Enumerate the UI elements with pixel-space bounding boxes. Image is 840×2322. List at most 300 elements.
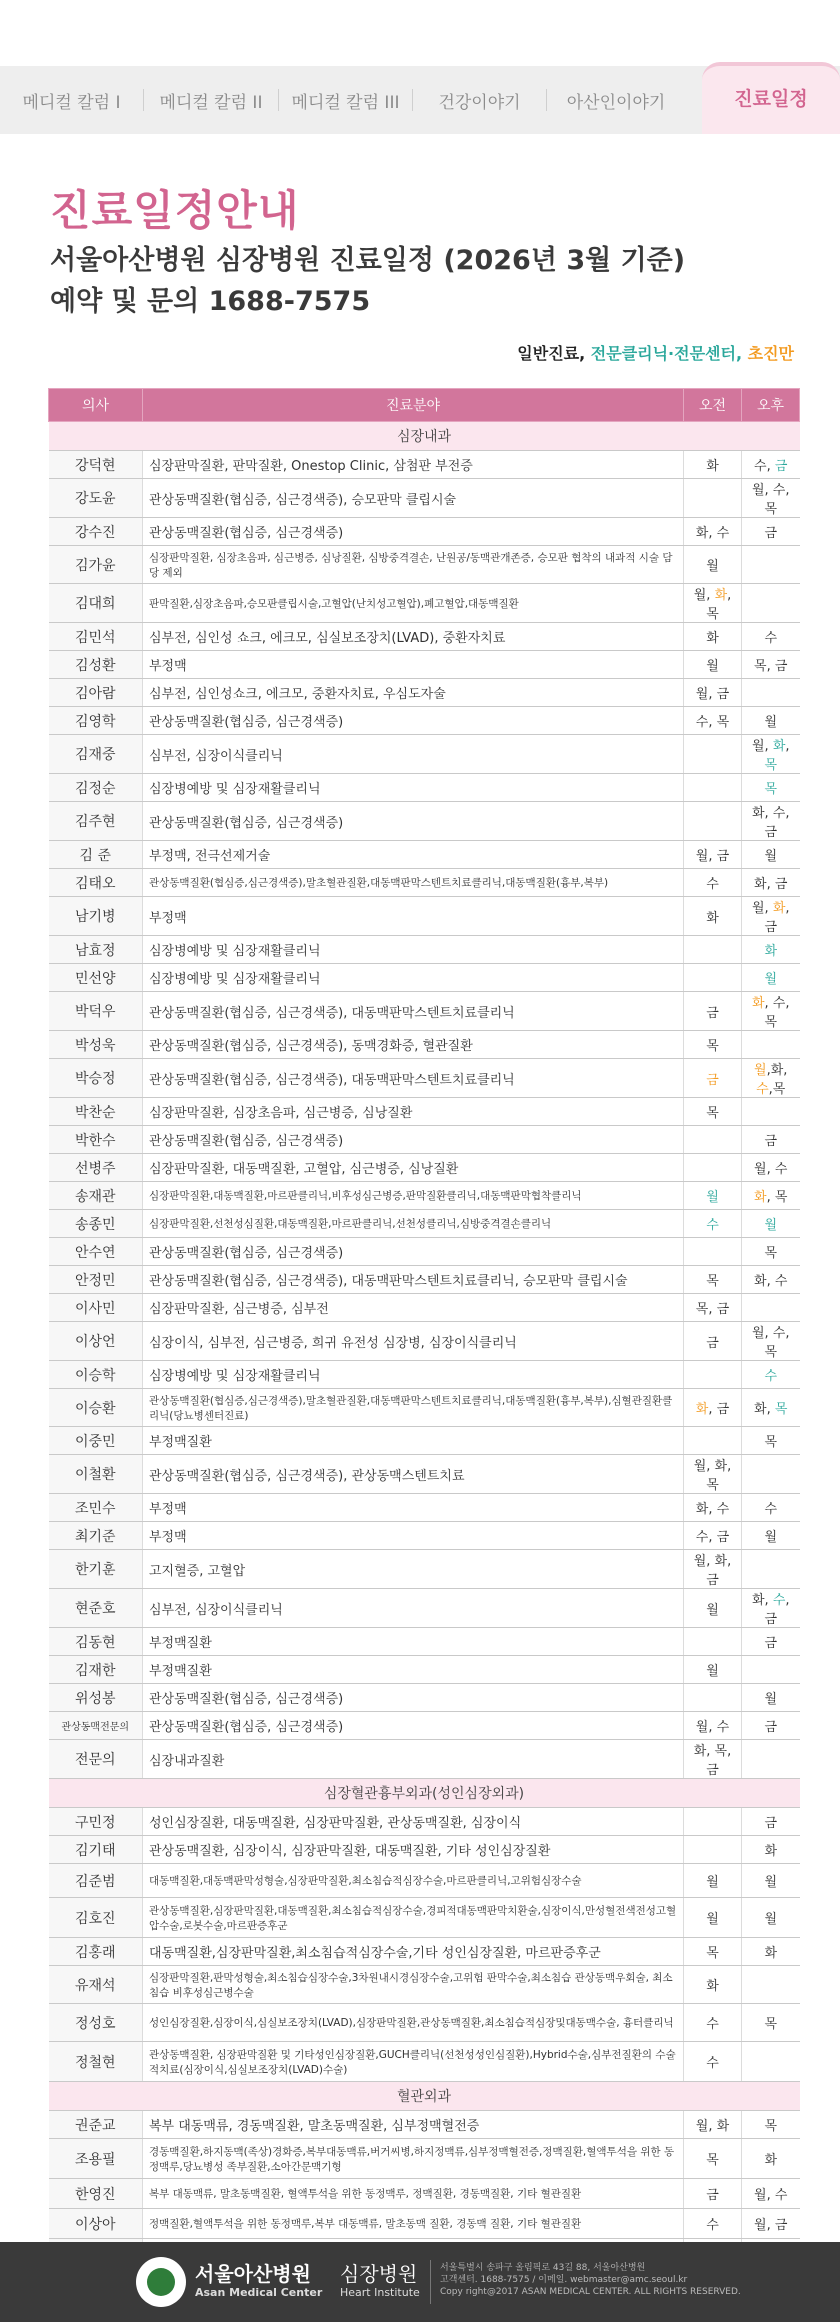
table-row bbox=[49, 735, 800, 774]
table-row bbox=[49, 1126, 800, 1154]
footer bbox=[0, 2242, 840, 2322]
pm-schedule bbox=[742, 1898, 800, 1938]
pm-schedule bbox=[742, 1266, 800, 1294]
medical-field: 심장판막질환,선천성심질환,대동맥질환,마르판클리닉,선천성클리닉,심방중격결손클리닉 bbox=[143, 1210, 684, 1238]
table-row bbox=[49, 1238, 800, 1266]
pm-schedule bbox=[742, 518, 800, 546]
table-row bbox=[49, 802, 800, 841]
specialty-day: 수 bbox=[706, 1218, 719, 1233]
table-row bbox=[49, 479, 800, 518]
am-schedule bbox=[684, 2139, 742, 2179]
am-schedule bbox=[684, 1808, 742, 1836]
table-row bbox=[49, 707, 800, 735]
general-day: 수, 금 bbox=[695, 1530, 730, 1545]
general-day: 금 bbox=[706, 2188, 719, 2203]
doctor-name: 김재중 bbox=[49, 735, 143, 774]
table-row bbox=[49, 1864, 800, 1898]
legend-general: 일반진료, bbox=[517, 344, 586, 363]
table-body bbox=[49, 422, 800, 2267]
general-day: 월 bbox=[706, 1912, 719, 1927]
am-schedule bbox=[684, 651, 742, 679]
pm-schedule bbox=[742, 479, 800, 518]
table-row bbox=[49, 1589, 800, 1628]
am-schedule bbox=[684, 1656, 742, 1684]
doctor-name: 남효정 bbox=[49, 936, 143, 964]
am-schedule bbox=[684, 679, 742, 707]
medical-field: 관상동맥질환(협심증, 심근경색증) bbox=[143, 1238, 684, 1266]
tab-3[interactable]: 메디컬 칼럼 III bbox=[291, 92, 400, 113]
medical-field: 관상동맥질환(협심증, 심근경색증) bbox=[143, 518, 684, 546]
pm-schedule bbox=[742, 936, 800, 964]
medical-field: 심부전, 심장이식클리닉 bbox=[143, 1589, 684, 1628]
medical-field: 심장판막질환, 심장초음파, 심근병증, 심낭질환 bbox=[143, 1098, 684, 1126]
table-row bbox=[49, 546, 800, 584]
general-day: 월, 화, 금 bbox=[693, 1554, 732, 1588]
doctor-name: 김정순 bbox=[49, 774, 143, 802]
am-schedule bbox=[684, 1361, 742, 1389]
medical-field: 부정맥, 전극선제거술 bbox=[143, 841, 684, 869]
doctor-name: 현준호 bbox=[49, 1589, 143, 1628]
pm-schedule bbox=[742, 1098, 800, 1126]
doctor-name: 김주현 bbox=[49, 802, 143, 841]
general-day: 목 bbox=[764, 1246, 778, 1261]
am-schedule bbox=[684, 1684, 742, 1712]
medical-field: 관상동맥질환(협심증, 심근경색증) bbox=[143, 1684, 684, 1712]
am-schedule bbox=[684, 707, 742, 735]
tab-bar bbox=[0, 66, 840, 134]
general-day: 월, bbox=[693, 588, 715, 603]
general-day: 목 bbox=[764, 2017, 778, 2032]
pm-schedule bbox=[742, 841, 800, 869]
general-day: 목 bbox=[764, 2119, 778, 2134]
pm-schedule bbox=[742, 2209, 800, 2239]
medical-field: 관상동맥질환(협심증, 심근경색증), 동맥경화증, 혈관질환 bbox=[143, 1031, 684, 1059]
table-row bbox=[49, 584, 800, 623]
footer-copyright: Copy right@2017 ASAN MEDICAL CENTER. ALL RIGHTS RESERVED. bbox=[440, 2287, 741, 2297]
general-day: 월, 금 bbox=[754, 2218, 788, 2233]
first-visit-day: 화 bbox=[695, 1402, 709, 1417]
doctor-name: 박덕우 bbox=[49, 992, 143, 1031]
doctor-name: 김영학 bbox=[49, 707, 143, 735]
doctor-name: 김재한 bbox=[49, 1656, 143, 1684]
tab-2[interactable]: 메디컬 칼럼 II bbox=[159, 92, 263, 113]
am-schedule bbox=[684, 964, 742, 992]
general-day: 화, 수 bbox=[695, 526, 730, 541]
general-day: 화, 수, 금 bbox=[751, 806, 790, 840]
pm-schedule bbox=[742, 451, 800, 479]
medical-field: 부정맥질환 bbox=[143, 1427, 684, 1455]
table-row bbox=[49, 1684, 800, 1712]
first-visit-day: 화 bbox=[772, 901, 786, 916]
footer-logo-en: Asan Medical Center bbox=[195, 2286, 323, 2299]
am-schedule bbox=[684, 1455, 742, 1494]
table-row bbox=[49, 2179, 800, 2209]
general-day: 화, 목, 금 bbox=[693, 1744, 732, 1778]
doctor-name: 박승정 bbox=[49, 1059, 143, 1098]
am-schedule bbox=[684, 1836, 742, 1864]
pm-schedule bbox=[742, 1522, 800, 1550]
pm-schedule bbox=[742, 1864, 800, 1898]
section-title: 심장내과 bbox=[49, 422, 800, 451]
doctor-name: 김가윤 bbox=[49, 546, 143, 584]
footer-institute-en: Heart Institute bbox=[340, 2286, 420, 2299]
doctor-name: 정성호 bbox=[49, 2004, 143, 2042]
tab-list bbox=[0, 66, 840, 134]
general-day: 월 bbox=[706, 559, 719, 574]
am-schedule bbox=[684, 2179, 742, 2209]
tab-6[interactable]: 진료일정 bbox=[702, 62, 840, 134]
medical-field: 심장병예방 및 심장재활클리닉 bbox=[143, 1361, 684, 1389]
am-schedule bbox=[684, 897, 742, 936]
doctor-name: 박한수 bbox=[49, 1126, 143, 1154]
doctor-name: 구민정 bbox=[49, 1808, 143, 1836]
am-schedule bbox=[684, 841, 742, 869]
pm-schedule bbox=[742, 546, 800, 584]
general-day: 화 bbox=[706, 910, 719, 926]
legend bbox=[517, 341, 794, 364]
doctor-name: 안수연 bbox=[49, 1238, 143, 1266]
medical-field: 심장판막질환, 심근병증, 심부전 bbox=[143, 1294, 684, 1322]
pm-schedule bbox=[742, 1656, 800, 1684]
subtitle-contact: 예약 및 문의 1688-7575 bbox=[50, 286, 371, 317]
specialty-day: 목 bbox=[764, 782, 778, 797]
general-day: , 금 bbox=[764, 901, 790, 935]
medical-field: 관상동맥질환(협심증,심근경색증),말초혈관질환,대동맥판막스텐트치료클리닉,대동맥질환(흉부,복부) bbox=[143, 869, 684, 897]
am-schedule bbox=[684, 1550, 742, 1589]
table-row bbox=[49, 1836, 800, 1864]
table-row bbox=[49, 1182, 800, 1210]
general-day: 월 bbox=[764, 715, 778, 730]
doctor-name: 권준교 bbox=[49, 2111, 143, 2139]
general-day: 화 bbox=[706, 459, 719, 474]
general-day: 수 bbox=[706, 2017, 719, 2032]
table-row bbox=[49, 1455, 800, 1494]
general-day: 월, 수, 목 bbox=[751, 1326, 790, 1360]
first-visit-day: 금 bbox=[706, 1072, 719, 1088]
first-visit-day: 화 bbox=[751, 996, 765, 1011]
general-day: 목 bbox=[706, 1946, 719, 1961]
medical-field: 심장병예방 및 심장재활클리닉 bbox=[143, 774, 684, 802]
medical-field: 성인심장질환,심장이식,심실보조장치(LVAD),심장판막질환,관상동맥질환,최소침습적심장및대동맥수술, 흉터클리닉 bbox=[143, 2004, 684, 2042]
table-row bbox=[49, 679, 800, 707]
am-schedule bbox=[684, 1126, 742, 1154]
doctor-name: 박성욱 bbox=[49, 1031, 143, 1059]
am-schedule bbox=[684, 1628, 742, 1656]
general-day: 월 bbox=[764, 1692, 778, 1707]
pm-schedule bbox=[742, 1628, 800, 1656]
footer-address-block bbox=[440, 2262, 741, 2298]
doctor-name: 관상동맥전문의 bbox=[49, 1712, 143, 1740]
general-day: 목, 금 bbox=[754, 659, 788, 674]
table-row bbox=[49, 964, 800, 992]
general-day: 목 bbox=[706, 2153, 719, 2168]
tab-1[interactable]: 메디컬 칼럼 I bbox=[22, 92, 121, 113]
medical-field: 고지혈증, 고혈압 bbox=[143, 1550, 684, 1589]
general-day: , 목 bbox=[706, 588, 732, 622]
general-day: 금 bbox=[764, 1816, 778, 1831]
pm-schedule bbox=[742, 1361, 800, 1389]
table-row bbox=[49, 651, 800, 679]
hospital-logo-icon bbox=[136, 2257, 186, 2307]
pm-schedule bbox=[742, 623, 800, 651]
general-day: 화 bbox=[706, 1979, 719, 1994]
specialty-day: 금 bbox=[774, 459, 788, 474]
am-schedule bbox=[684, 623, 742, 651]
tab-4[interactable]: 건강이야기 bbox=[438, 92, 521, 113]
header-am: 오전 bbox=[684, 389, 742, 422]
general-day: 월 bbox=[764, 849, 778, 864]
doctor-name: 김대희 bbox=[49, 584, 143, 623]
pm-schedule bbox=[742, 1740, 800, 1779]
page-subtitle bbox=[50, 240, 685, 322]
am-schedule bbox=[684, 774, 742, 802]
doctor-name: 강덕현 bbox=[49, 451, 143, 479]
section-title: 혈관외과 bbox=[49, 2082, 800, 2111]
pm-schedule bbox=[742, 1494, 800, 1522]
pm-schedule bbox=[742, 1938, 800, 1966]
table-row bbox=[49, 1059, 800, 1098]
doctor-name: 최기준 bbox=[49, 1522, 143, 1550]
pm-schedule bbox=[742, 1684, 800, 1712]
table-row bbox=[49, 1031, 800, 1059]
am-schedule bbox=[684, 1294, 742, 1322]
medical-field: 심장판막질환, 판막질환, Onestop Clinic, 삼첨판 부전증 bbox=[143, 451, 684, 479]
doctor-name: 송재관 bbox=[49, 1182, 143, 1210]
medical-field: 심장판막질환,대동맥질환,마르판클리닉,비후성심근병증,판막질환클리닉,대동맥판막협착클리닉 bbox=[143, 1182, 684, 1210]
am-schedule bbox=[684, 1182, 742, 1210]
table-row bbox=[49, 936, 800, 964]
pm-schedule bbox=[742, 1836, 800, 1864]
table-row bbox=[49, 1522, 800, 1550]
schedule-table-wrap bbox=[48, 388, 799, 2267]
table-row bbox=[49, 2042, 800, 2082]
table-row bbox=[49, 518, 800, 546]
doctor-name: 전문의 bbox=[49, 1740, 143, 1779]
am-schedule bbox=[684, 1238, 742, 1266]
specialty-day: 목 bbox=[774, 1402, 788, 1417]
doctor-name: 김성환 bbox=[49, 651, 143, 679]
specialty-day: 목 bbox=[764, 758, 778, 773]
general-day: 월 bbox=[706, 1875, 719, 1890]
pm-schedule bbox=[742, 1550, 800, 1589]
general-day: 월 bbox=[764, 1912, 778, 1927]
table-row bbox=[49, 623, 800, 651]
am-schedule bbox=[684, 2042, 742, 2082]
am-schedule bbox=[684, 2209, 742, 2239]
medical-field: 심장병예방 및 심장재활클리닉 bbox=[143, 936, 684, 964]
pm-schedule bbox=[742, 1589, 800, 1628]
medical-field: 경동맥질환,하지동맥(족상)경화증,복부대동맥류,버거씨병,하지정맥류,심부정맥혈전증,정맥질환,혈액투석을 위한 동정맥루,당뇨병성 족부질환,소아간문맥기형 bbox=[143, 2139, 684, 2179]
medical-field: 관상동맥질환(협심증,심근경색증),말초혈관질환,대동맥판막스텐트치료클리닉,대동맥질환(흉부,복부),심혈관질환클리닉(당뇨병센터진료) bbox=[143, 1389, 684, 1427]
table-row bbox=[49, 774, 800, 802]
general-day: 목 bbox=[706, 1039, 719, 1054]
specialty-day: 월 bbox=[706, 1190, 719, 1205]
footer-divider bbox=[430, 2260, 431, 2304]
general-day: 수 bbox=[706, 877, 719, 892]
footer-contact: 고객센터. 1688-7575 / 이메일. webmaster@amc.seoul.kr bbox=[440, 2275, 688, 2285]
medical-field: 관상동맥질환,심장판막질환,대동맥질환,최소침습적심장수술,경피적대동맥판막치환술,심장이식,만성혈전색전성고혈압수술,로봇수술,마르판증후군 bbox=[143, 1898, 684, 1938]
general-day: ,화, bbox=[766, 1063, 788, 1078]
general-day: 화, 금 bbox=[754, 877, 788, 892]
general-day: 화 bbox=[706, 631, 719, 646]
medical-field: 심장판막질환, 심장초음파, 심근병증, 심낭질환, 심방중격결손, 난원공/동맥관개존증, 승모판 협착의 내과적 시술 담당 제외 bbox=[143, 546, 684, 584]
medical-field: 심장판막질환,판막성형술,최소침습심장수술,3차원내시경심장수술,고위험 판막수술,최소침습 관상동맥우회술, 최소침습 비후성심근병수술 bbox=[143, 1966, 684, 2004]
am-schedule bbox=[684, 936, 742, 964]
general-day: 금 bbox=[706, 1005, 719, 1021]
general-day: 화 bbox=[764, 2153, 778, 2168]
am-schedule bbox=[684, 1389, 742, 1427]
am-schedule bbox=[684, 1966, 742, 2004]
general-day: 수 bbox=[764, 631, 778, 646]
tab-5[interactable]: 아산인이야기 bbox=[566, 92, 666, 113]
specialty-day: 화 bbox=[772, 739, 786, 754]
pm-schedule bbox=[742, 897, 800, 936]
table-row bbox=[49, 1966, 800, 2004]
medical-field: 심부전, 심인성 쇼크, 에크모, 심실보조장치(LVAD), 중환자치료 bbox=[143, 623, 684, 651]
doctor-name: 정철현 bbox=[49, 2042, 143, 2082]
table-row bbox=[49, 1294, 800, 1322]
pm-schedule bbox=[742, 1455, 800, 1494]
pm-schedule bbox=[742, 1427, 800, 1455]
pm-schedule bbox=[742, 1031, 800, 1059]
am-schedule bbox=[684, 1210, 742, 1238]
table-row bbox=[49, 1898, 800, 1938]
medical-field: 관상동맥질환(협심증, 심근경색증) bbox=[143, 707, 684, 735]
pm-schedule bbox=[742, 992, 800, 1031]
pm-schedule bbox=[742, 869, 800, 897]
table-row bbox=[49, 2004, 800, 2042]
am-schedule bbox=[684, 1031, 742, 1059]
medical-field: 관상동맥질환(협심증, 심근경색증), 승모판막 클립시술 bbox=[143, 479, 684, 518]
schedule-table bbox=[48, 388, 800, 2267]
pm-schedule bbox=[742, 964, 800, 992]
doctor-name: 이상아 bbox=[49, 2209, 143, 2239]
medical-field: 관상동맥질환(협심증, 심근경색증), 대동맥판막스텐트치료클리닉 bbox=[143, 992, 684, 1031]
general-day: 수, bbox=[754, 459, 775, 474]
pm-schedule bbox=[742, 679, 800, 707]
general-day: 수, 목 bbox=[695, 715, 730, 730]
am-schedule bbox=[684, 1427, 742, 1455]
general-day: 월 bbox=[764, 1530, 778, 1545]
pm-schedule bbox=[742, 1182, 800, 1210]
general-day: 월, 수, 목 bbox=[751, 483, 790, 517]
doctor-name: 이중민 bbox=[49, 1427, 143, 1455]
general-day: 월 bbox=[764, 1875, 778, 1890]
doctor-name: 김민석 bbox=[49, 623, 143, 651]
medical-field: 대동맥질환,심장판막질환,최소침습적심장수술,기타 성인심장질환, 마르판증후군 bbox=[143, 1938, 684, 1966]
general-day: 화 bbox=[764, 1844, 778, 1859]
pm-schedule bbox=[742, 2139, 800, 2179]
table-row bbox=[49, 1210, 800, 1238]
table-row bbox=[49, 1740, 800, 1779]
pm-schedule bbox=[742, 2004, 800, 2042]
am-schedule bbox=[684, 1898, 742, 1938]
doctor-name: 민선양 bbox=[49, 964, 143, 992]
doctor-name: 안정민 bbox=[49, 1266, 143, 1294]
legend-first-visit: 초진만 bbox=[747, 344, 794, 363]
medical-field: 관상동맥질환(협심증, 심근경색증) bbox=[143, 802, 684, 841]
medical-field: 복부 대동맥류, 경동맥질환, 말초동맥질환, 심부정맥혈전증 bbox=[143, 2111, 684, 2139]
medical-field: 부정맥질환 bbox=[143, 1628, 684, 1656]
am-schedule bbox=[684, 1266, 742, 1294]
am-schedule bbox=[684, 1938, 742, 1966]
pm-schedule bbox=[742, 1808, 800, 1836]
general-day: 수 bbox=[706, 2218, 719, 2233]
table-row bbox=[49, 992, 800, 1031]
table-row bbox=[49, 1322, 800, 1361]
footer-logo-ko: 서울아산병원 bbox=[195, 2262, 311, 2286]
table-row bbox=[49, 1656, 800, 1684]
am-schedule bbox=[684, 1322, 742, 1361]
medical-field: 심장이식, 심부전, 심근병증, 희귀 유전성 심장병, 심장이식클리닉 bbox=[143, 1322, 684, 1361]
table-row bbox=[49, 1628, 800, 1656]
pm-schedule bbox=[742, 707, 800, 735]
first-visit-day: 화 bbox=[714, 588, 728, 603]
am-schedule bbox=[684, 1059, 742, 1098]
doctor-name: 이사민 bbox=[49, 1294, 143, 1322]
medical-field: 심장판막질환, 대동맥질환, 고혈압, 심근병증, 심낭질환 bbox=[143, 1154, 684, 1182]
table-row bbox=[49, 1712, 800, 1740]
footer-institute-ko: 심장병원 bbox=[340, 2262, 418, 2286]
medical-field: 부정맥 bbox=[143, 1494, 684, 1522]
am-schedule bbox=[684, 1494, 742, 1522]
doctor-name: 조민수 bbox=[49, 1494, 143, 1522]
table-row bbox=[49, 1361, 800, 1389]
general-day: , 금 bbox=[764, 1593, 790, 1627]
am-schedule bbox=[684, 735, 742, 774]
general-day: 금 bbox=[764, 1134, 778, 1149]
specialty-day: 수 bbox=[772, 1593, 786, 1608]
table-row bbox=[49, 1808, 800, 1836]
general-day: 월, 수 bbox=[754, 1162, 788, 1177]
general-day: 목, 금 bbox=[695, 1302, 730, 1317]
pm-schedule bbox=[742, 774, 800, 802]
section-header-row bbox=[49, 1779, 800, 1808]
footer-address: 서울특별시 송파구 올림픽로 43길 88, 서울아산병원 bbox=[440, 2263, 646, 2273]
pm-schedule bbox=[742, 1126, 800, 1154]
am-schedule bbox=[684, 992, 742, 1031]
doctor-name: 이상언 bbox=[49, 1322, 143, 1361]
doctor-name: 이철환 bbox=[49, 1455, 143, 1494]
doctor-name: 김 준 bbox=[49, 841, 143, 869]
medical-field: 심부전, 심장이식클리닉 bbox=[143, 735, 684, 774]
table-row bbox=[49, 1427, 800, 1455]
header-field: 진료분야 bbox=[143, 389, 684, 422]
pm-schedule bbox=[742, 584, 800, 623]
pm-schedule bbox=[742, 802, 800, 841]
medical-field: 성인심장질환, 대동맥질환, 심장판막질환, 관상동맥질환, 심장이식 bbox=[143, 1808, 684, 1836]
page-title: 진료일정안내 bbox=[50, 186, 300, 235]
general-day: 화, 수 bbox=[695, 1502, 730, 1517]
medical-field: 부정맥 bbox=[143, 897, 684, 936]
pm-schedule bbox=[742, 1389, 800, 1427]
table-row bbox=[49, 2139, 800, 2179]
doctor-name: 이승학 bbox=[49, 1361, 143, 1389]
table-row bbox=[49, 451, 800, 479]
doctor-name: 이승환 bbox=[49, 1389, 143, 1427]
am-schedule bbox=[684, 1864, 742, 1898]
doctor-name: 김동현 bbox=[49, 1628, 143, 1656]
general-day: 월 bbox=[706, 1664, 719, 1679]
table-row bbox=[49, 1266, 800, 1294]
pm-schedule bbox=[742, 2042, 800, 2082]
doctor-name: 남기병 bbox=[49, 897, 143, 936]
legend-specialty: 전문클리닉·전문센터, bbox=[590, 344, 743, 363]
am-schedule bbox=[684, 584, 742, 623]
am-schedule bbox=[684, 518, 742, 546]
am-schedule bbox=[684, 1154, 742, 1182]
specialty-day: 화 bbox=[764, 944, 778, 959]
